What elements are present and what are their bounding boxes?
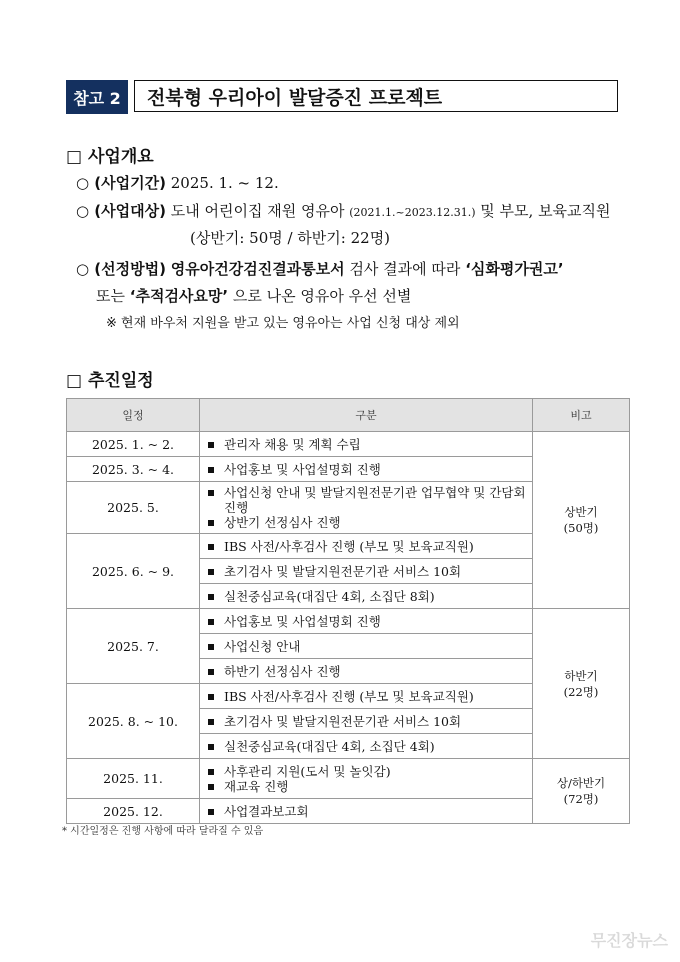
table-row: [67, 759, 630, 799]
bullet-icon: [208, 644, 214, 650]
row-item: 사업홍보 및 사업설명회 진행: [224, 461, 381, 477]
watermark-logo: 무진장뉴스: [590, 931, 668, 950]
row-item: 실천중심교육(대집단 4회, 소집단 4회): [224, 738, 435, 754]
row-date: 2025. 7.: [67, 609, 200, 684]
row-item: IBS 사전/사후검사 진행 (부모 및 보육교직원): [224, 688, 474, 704]
bullet-icon: [208, 544, 214, 550]
row-items: [200, 684, 533, 709]
method-tail: 으로 나온 영유아 우선 선별: [232, 287, 412, 305]
bullet-icon: [208, 520, 214, 526]
row-items: [200, 609, 533, 634]
remark-label: 상/하반기: [556, 776, 606, 790]
bullet-icon: [208, 769, 214, 775]
bullet-icon: [208, 809, 214, 815]
row-items: [200, 482, 533, 534]
bullet-icon: [208, 784, 214, 790]
remark-count: (22명): [563, 684, 599, 699]
row-item: IBS 사전/사후검사 진행 (부모 및 보육교직원): [224, 538, 474, 554]
target-value: 도내 어린이집 재원 영유아: [170, 202, 345, 220]
title-box: [66, 80, 618, 114]
row-items: [200, 432, 533, 457]
row-items: [200, 709, 533, 734]
bullet-icon: [208, 719, 214, 725]
row-item: 하반기 선정심사 진행: [224, 663, 341, 679]
remark-count: (50명): [563, 521, 599, 535]
method-line: [76, 258, 564, 279]
bullet-icon: [208, 594, 214, 600]
row-date: 2025. 3. ~ 4.: [67, 457, 200, 482]
row-items: [200, 799, 533, 824]
remark-second-half: [533, 609, 630, 759]
method-label: ○ (선정방법): [76, 260, 166, 278]
target-line: [76, 200, 611, 221]
target-value-b: 및 부모, 보육교직원: [480, 202, 611, 220]
schedule-footnote: * 시간일정은 진행 사항에 따라 달라질 수 있음: [62, 826, 264, 837]
header-date: 일정: [67, 399, 200, 432]
row-date: 2025. 1. ~ 2.: [67, 432, 200, 457]
row-date: 2025. 6. ~ 9.: [67, 534, 200, 609]
method-line-2: [96, 285, 411, 306]
schedule-table: [66, 398, 630, 824]
period-value: 2025. 1. ~ 12.: [170, 174, 279, 192]
target-label: ○ (사업대상): [76, 202, 166, 220]
reference-tag: 참고 2: [66, 80, 128, 114]
header-category: 구분: [200, 399, 533, 432]
remark-first-half: [533, 432, 630, 609]
period-label: ○ (사업기간): [76, 174, 166, 192]
row-item: 사업신청 안내 및 발달지원전문기관 업무협약 및 간담회 진행: [224, 485, 526, 515]
row-date: 2025. 12.: [67, 799, 200, 824]
bullet-icon: [208, 694, 214, 700]
bullet-icon: [208, 442, 214, 448]
row-items: [200, 559, 533, 584]
row-items: [200, 457, 533, 482]
header-remark: 비고: [533, 399, 630, 432]
row-item: 재교육 진행: [224, 778, 289, 794]
row-item: 관리자 채용 및 계획 수립: [224, 436, 361, 452]
row-item: 사업홍보 및 사업설명회 진행: [224, 613, 381, 629]
remark-both-halves: [533, 759, 630, 824]
method-quote-1: ‘심화평가권고’: [465, 260, 564, 278]
row-items: [200, 534, 533, 559]
row-items: [200, 659, 533, 684]
bullet-icon: [208, 490, 214, 496]
row-items: [200, 734, 533, 759]
table-row: [67, 432, 630, 457]
bullet-icon: [208, 569, 214, 575]
row-items: [200, 759, 533, 799]
row-item: 상반기 선정심사 진행: [224, 515, 341, 530]
row-item: 초기검사 및 발달지원전문기관 서비스 10회: [224, 563, 462, 579]
row-date: 2025. 8. ~ 10.: [67, 684, 200, 759]
method-or: 또는: [96, 287, 125, 305]
period-line: [76, 172, 279, 193]
exclusion-note: ※ 현재 바우처 지원을 받고 있는 영유아는 사업 신청 대상 제외: [106, 316, 460, 331]
row-items: [200, 634, 533, 659]
bullet-icon: [208, 619, 214, 625]
table-row: [67, 609, 630, 634]
bullet-icon: [208, 744, 214, 750]
row-item: 사업신청 안내: [224, 638, 301, 654]
page-title: 전북형 우리아이 발달증진 프로젝트: [134, 80, 618, 112]
row-date: 2025. 5.: [67, 482, 200, 534]
bullet-icon: [208, 669, 214, 675]
method-quote-2: ‘추적검사요망’: [129, 287, 229, 305]
target-range: (2021.1.~2023.12.31.): [349, 206, 476, 219]
row-items: [200, 584, 533, 609]
remark-label: 상반기: [564, 505, 598, 519]
row-item: 사후관리 지원(도서 및 놀잇감): [224, 763, 391, 779]
target-counts: (상반기: 50명 / 하반기: 22명): [190, 229, 391, 247]
row-item: 사업결과보고회: [224, 803, 309, 819]
remark-count: (72명): [563, 792, 599, 806]
row-item: 초기검사 및 발달지원전문기관 서비스 10회: [224, 713, 462, 729]
overview-heading: □ 사업개요: [66, 147, 154, 167]
row-item: 실천중심교육(대집단 4회, 소집단 8회): [224, 588, 435, 604]
schedule-heading: □ 추진일정: [66, 371, 154, 391]
bullet-icon: [208, 467, 214, 473]
method-mid: 검사 결과에 따라: [349, 260, 461, 278]
row-date: 2025. 11.: [67, 759, 200, 799]
remark-label: 하반기: [564, 668, 598, 683]
table-header-row: [67, 399, 630, 432]
method-doc: 영유아건강검진결과통보서: [170, 260, 345, 278]
